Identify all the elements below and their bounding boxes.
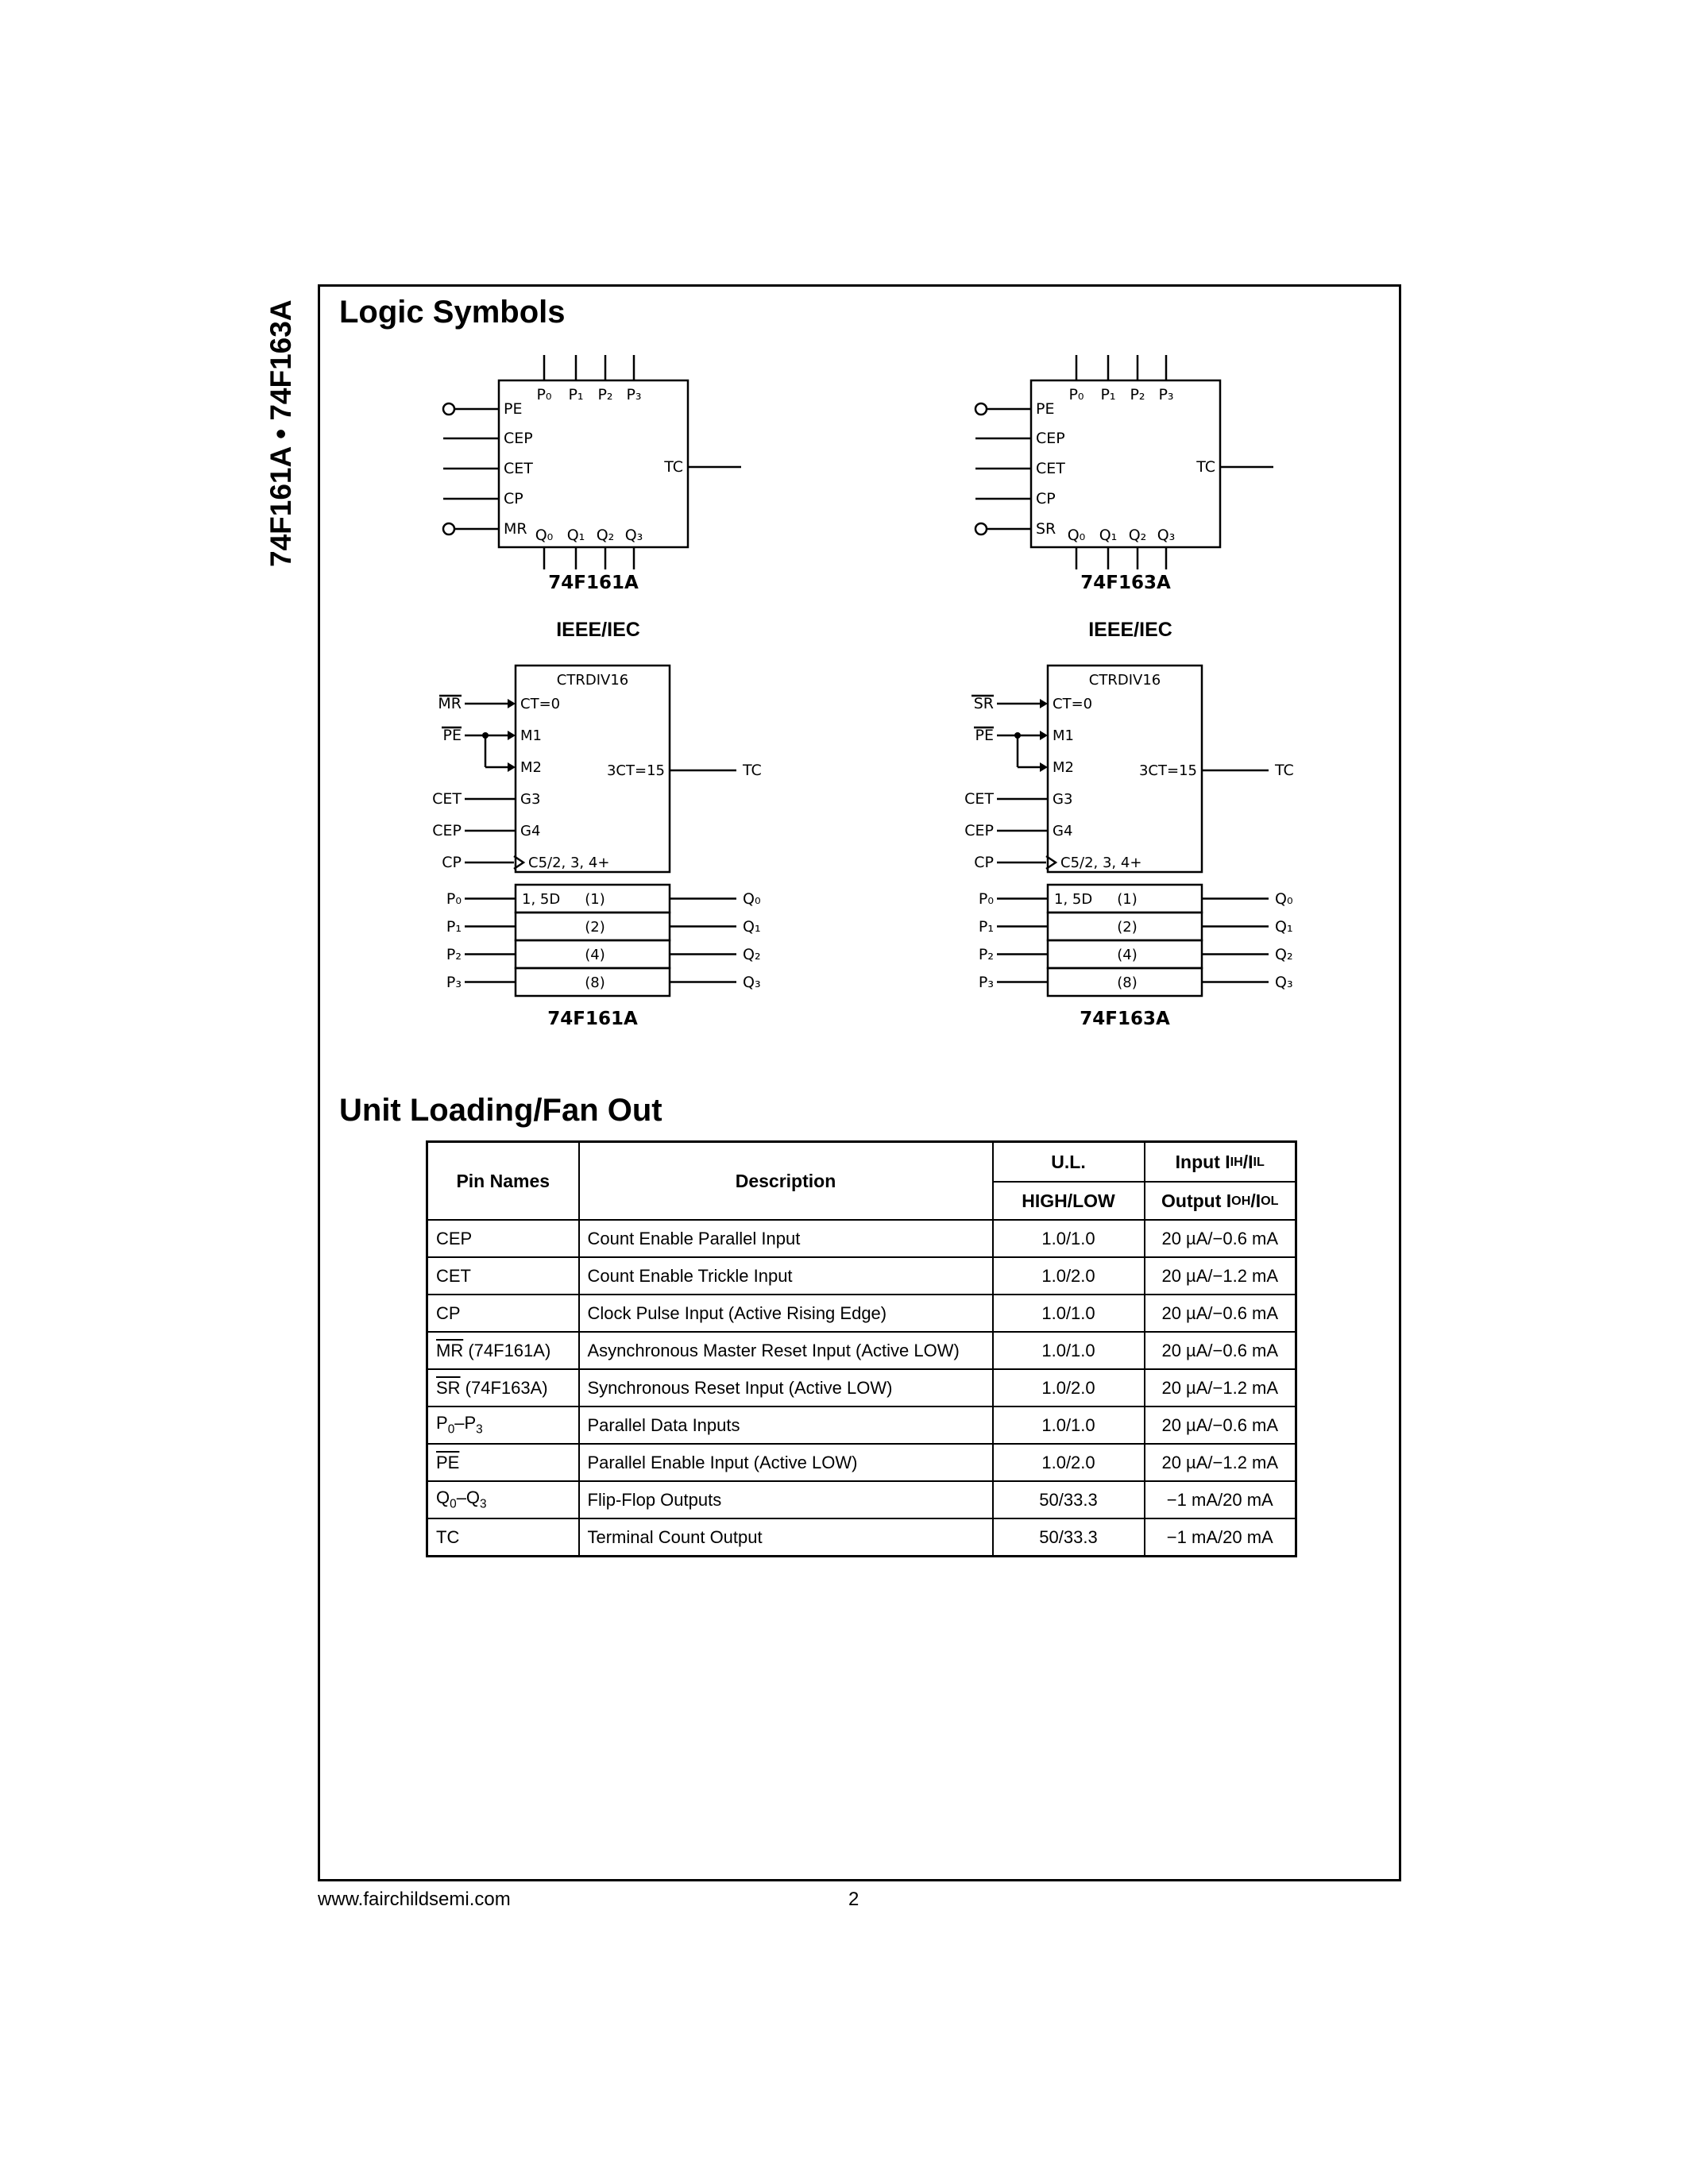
pin-label: CET (504, 460, 533, 477)
polarity-indicator (1040, 699, 1048, 708)
pin-label: Q₀ (1275, 890, 1293, 908)
cell-pin: $P_0-P_3$ (427, 1406, 579, 1444)
control-input-pins (443, 403, 499, 534)
pin-label: P₁ (978, 918, 994, 936)
table-header-row (427, 1142, 1296, 1221)
pin-label: P₀ (1068, 386, 1084, 403)
block-label: C5/2, 3, 4+ (528, 855, 610, 871)
polarity-indicator (508, 762, 516, 772)
pin-label: Q₀ (1067, 527, 1086, 544)
pin-label: Q₁ (1275, 918, 1293, 936)
cell-pin: $Q_0-Q_3$ (427, 1481, 579, 1518)
cell-pin: CEP (427, 1220, 579, 1257)
cell-pin: CET (427, 1257, 579, 1295)
cell-desc: Clock Pulse Input (Active Rising Edge) (579, 1295, 993, 1332)
pin-label: PE (504, 400, 523, 418)
pin-label: Q₁ (743, 918, 761, 936)
table-row (427, 1257, 1296, 1295)
ieee-symbol-74f161a (415, 642, 781, 1043)
header-ul (993, 1142, 1145, 1221)
pin-label: P₂ (978, 946, 994, 963)
parallel-input-pins (1076, 355, 1166, 380)
sidebar-part-number: 74F161A • 74F163A (265, 299, 297, 567)
logic-symbol-74f163a (960, 344, 1277, 606)
block-label: G4 (1053, 823, 1073, 839)
pin-label: CP (974, 854, 994, 871)
section-title-logic-symbols: Logic Symbols (339, 295, 566, 330)
cell-ul: 1.0/1.0 (993, 1332, 1145, 1369)
ieee-iec-label-left: IEEE/IEC (556, 619, 640, 641)
table-row (427, 1295, 1296, 1332)
block-label: M2 (520, 759, 542, 776)
symbol-caption: 74F161A (548, 573, 639, 593)
table-row (427, 1369, 1296, 1406)
pin-label: SR (1036, 520, 1056, 538)
cell-ul: 1.0/1.0 (993, 1295, 1145, 1332)
cell-pin: $\overline{MR}$ (74F161A) (427, 1332, 579, 1369)
active-low-bubble (975, 523, 987, 534)
cell-io: 20 µA/−1.2 mA (1145, 1444, 1296, 1481)
pin-label: CET (1036, 460, 1065, 477)
pin-label: MR (504, 520, 527, 538)
header-description: Description (579, 1142, 993, 1221)
pin-label: TC (743, 762, 762, 779)
block-label: (1) (585, 891, 605, 908)
block-label: (2) (585, 919, 605, 936)
pin-label: Q₃ (624, 527, 643, 544)
header-io (1145, 1142, 1296, 1221)
pin-label: PE (442, 727, 462, 744)
pin-label: Q₁ (566, 527, 585, 544)
table-row (427, 1518, 1296, 1557)
block-label: (8) (1117, 974, 1138, 991)
cell-io: −1 mA/20 mA (1145, 1518, 1296, 1557)
ieee-symbol-74f163a (948, 642, 1313, 1043)
block-label: M2 (1053, 759, 1074, 776)
table-row (427, 1332, 1296, 1369)
cell-io: 20 µA/−1.2 mA (1145, 1369, 1296, 1406)
polarity-indicator (508, 731, 516, 740)
block-label: (4) (1117, 947, 1138, 963)
cell-io: 20 µA/−0.6 mA (1145, 1220, 1296, 1257)
cell-pin: TC (427, 1518, 579, 1557)
ieee-iec-label-right: IEEE/IEC (1088, 619, 1172, 641)
block-label: G3 (1053, 791, 1073, 808)
polarity-indicator (508, 699, 516, 708)
block-function-label: CTRDIV16 (556, 672, 629, 689)
pin-label: TC (1275, 762, 1294, 779)
header-io-top: Input I IH /I IL (1175, 1151, 1265, 1172)
pin-label: CEP (964, 822, 994, 839)
cell-ul: 50/33.3 (993, 1518, 1145, 1557)
pin-label: P₁ (446, 918, 462, 936)
pin-label: CP (504, 490, 523, 507)
cell-pin: $\overline{SR}$ (74F163A) (427, 1369, 579, 1406)
pin-label: Q₀ (743, 890, 761, 908)
unit-loading-table-body (427, 1220, 1296, 1557)
pin-label: P₀ (446, 890, 462, 908)
block-label: G3 (520, 791, 541, 808)
cell-io: 20 µA/−0.6 mA (1145, 1406, 1296, 1444)
pin-label: P₃ (978, 974, 994, 991)
footer-url: www.fairchildsemi.com (318, 1889, 511, 1910)
cell-ul: 50/33.3 (993, 1481, 1145, 1518)
pin-label: Q₂ (743, 946, 761, 963)
output-pins (1076, 547, 1166, 569)
pin-label: Q₂ (1275, 946, 1293, 963)
output-pins (544, 547, 634, 569)
cell-desc: Count Enable Parallel Input (579, 1220, 993, 1257)
cell-desc: Flip-Flop Outputs (579, 1481, 993, 1518)
cell-ul: 1.0/2.0 (993, 1257, 1145, 1295)
cell-desc: Count Enable Trickle Input (579, 1257, 993, 1295)
pin-label: CP (1036, 490, 1056, 507)
block-label: 1, 5D (1054, 891, 1093, 908)
cell-desc: Parallel Data Inputs (579, 1406, 993, 1444)
table-row (427, 1220, 1296, 1257)
pin-label: Q₃ (1275, 974, 1293, 991)
pin-label: P₀ (536, 386, 552, 403)
pin-label: Q₃ (1157, 527, 1176, 544)
block-label: M1 (520, 727, 542, 744)
cell-ul: 1.0/1.0 (993, 1406, 1145, 1444)
pin-label: Q₁ (1099, 527, 1118, 544)
pin-label: P₁ (568, 386, 584, 403)
pin-label: P₀ (978, 890, 994, 908)
block-label: 3CT=15 (1138, 762, 1197, 779)
block-label: (4) (585, 947, 605, 963)
cell-io: 20 µA/−0.6 mA (1145, 1295, 1296, 1332)
header-io-bottom: Output I OH /I OL (1145, 1181, 1296, 1219)
pin-label: MR (438, 695, 462, 712)
unit-loading-table (426, 1140, 1297, 1557)
table-row (427, 1481, 1296, 1518)
pin-label: Q₃ (743, 974, 761, 991)
cell-io: 20 µA/−0.6 mA (1145, 1332, 1296, 1369)
symbol-caption: 74F161A (547, 1009, 638, 1029)
header-pin-names: Pin Names (427, 1142, 579, 1221)
pin-label: CEP (432, 822, 462, 839)
block-label: G4 (520, 823, 541, 839)
symbol-lines (975, 355, 1273, 569)
pin-label: TC (664, 458, 683, 476)
pin-label: CEP (504, 430, 533, 447)
block-label: 1, 5D (522, 891, 561, 908)
block-label: (8) (585, 974, 605, 991)
section-title-unit-loading: Unit Loading/Fan Out (339, 1093, 662, 1128)
cell-ul: 1.0/1.0 (993, 1220, 1145, 1257)
block-label: (2) (1117, 919, 1138, 936)
block-label: CT=0 (1053, 696, 1093, 712)
pin-label: CP (442, 854, 462, 871)
pin-label: PE (1036, 400, 1055, 418)
polarity-indicator (1040, 731, 1048, 740)
pin-label: P₃ (446, 974, 462, 991)
header-ul-bottom: HIGH/LOW (994, 1181, 1144, 1219)
parallel-input-pins (544, 355, 634, 380)
block-label: (1) (1117, 891, 1138, 908)
cell-desc: Parallel Enable Input (Active LOW) (579, 1444, 993, 1481)
pin-label: SR (973, 695, 994, 712)
header-ul-top: U.L. (1051, 1151, 1086, 1172)
cell-io: −1 mA/20 mA (1145, 1481, 1296, 1518)
block-label: 3CT=15 (606, 762, 665, 779)
pin-label: P₃ (626, 386, 642, 403)
pin-label: TC (1196, 458, 1215, 476)
pin-label: CET (432, 790, 462, 808)
pin-label: P₁ (1100, 386, 1116, 403)
logic-symbol-74f161a (427, 344, 745, 606)
table-row (427, 1444, 1296, 1481)
block-label: C5/2, 3, 4+ (1060, 855, 1142, 871)
cell-io: 20 µA/−1.2 mA (1145, 1257, 1296, 1295)
symbol-caption: 74F163A (1080, 573, 1171, 593)
pin-label: CEP (1036, 430, 1065, 447)
pin-label: CET (964, 790, 994, 808)
control-input-pins (975, 403, 1031, 534)
block-function-label: CTRDIV16 (1088, 672, 1161, 689)
pin-label: P₂ (446, 946, 462, 963)
pin-label: P₂ (597, 386, 613, 403)
active-low-bubble (443, 523, 454, 534)
pin-label: Q₂ (1128, 527, 1147, 544)
content-border-box (318, 284, 1401, 1881)
cell-desc: Asynchronous Master Reset Input (Active LOW) (579, 1332, 993, 1369)
cell-pin: $\overline{PE}$ (427, 1444, 579, 1481)
active-low-bubble (443, 403, 454, 415)
symbol-lines (443, 355, 741, 569)
pin-label: Q₂ (596, 527, 615, 544)
pin-label: PE (975, 727, 994, 744)
cell-ul: 1.0/2.0 (993, 1444, 1145, 1481)
symbol-caption: 74F163A (1080, 1009, 1170, 1029)
cell-ul: 1.0/2.0 (993, 1369, 1145, 1406)
cell-pin: CP (427, 1295, 579, 1332)
pin-label: P₂ (1130, 386, 1145, 403)
cell-desc: Terminal Count Output (579, 1518, 993, 1557)
pin-label: Q₀ (535, 527, 554, 544)
block-label: M1 (1053, 727, 1074, 744)
table-row (427, 1406, 1296, 1444)
page-number: 2 (848, 1889, 859, 1910)
block-label: CT=0 (520, 696, 561, 712)
polarity-indicator (1040, 762, 1048, 772)
cell-desc: Synchronous Reset Input (Active LOW) (579, 1369, 993, 1406)
pin-label: P₃ (1158, 386, 1174, 403)
active-low-bubble (975, 403, 987, 415)
